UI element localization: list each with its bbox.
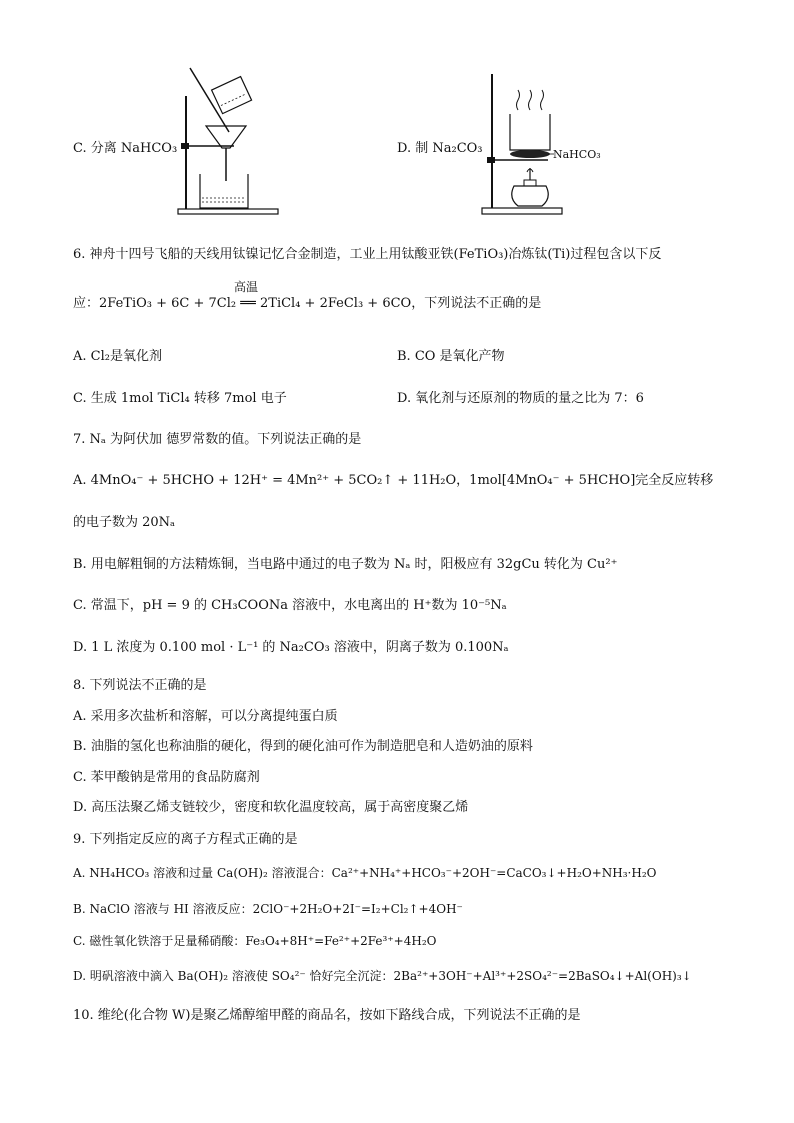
q7-option-a-line1: A. 4MnO₄⁻ + 5HCHO + 12H⁺ = 4Mn²⁺ + 5CO₂↑ + 11H₂O，1mol[4MnO₄⁻ + 5HCHO]完全反应转移 xyxy=(73,473,714,488)
q6-option-c: C. 生成 1mol TiCl₄ 转移 7mol 电子 xyxy=(73,391,287,406)
q9-stem: 9. 下列指定反应的离子方程式正确的是 xyxy=(73,832,298,847)
heating-apparatus-illustration xyxy=(478,72,628,218)
filtration-apparatus-illustration xyxy=(172,66,282,218)
q9-option-d: D. 明矾溶液中滴入 Ba(OH)₂ 溶液使 SO₄²⁻ 恰好完全沉淀：2Ba²⁺+3OH⁻+Al³⁺+2SO₄²⁻=2BaSO₄↓+Al(OH)₃↓ xyxy=(73,969,692,983)
q8-option-b: B. 油脂的氢化也称油脂的硬化，得到的硬化油可作为制造肥皂和人造奶油的原料 xyxy=(73,739,533,754)
q6-option-d: D. 氧化剂与还原剂的物质的量之比为 7：6 xyxy=(397,391,644,406)
q9-option-c: C. 磁性氧化铁溶于足量稀硝酸：Fe₃O₄+8H⁺=Fe²⁺+2Fe³⁺+4H₂O xyxy=(73,934,437,948)
q7-option-d: D. 1 L 浓度为 0.100 mol · L⁻¹ 的 Na₂CO₃ 溶液中，阴离子数为 0.100Nₐ xyxy=(73,640,509,655)
q7-option-c: C. 常温下，pH = 9 的 CH₃COONa 溶液中，水电离出的 H⁺数为 10⁻⁵Nₐ xyxy=(73,598,507,613)
q6-stem-line2: 应：2FeTiO₃ + 6C + 7Cl₂ ══ 2TiCl₄ + 2FeCl₃ + 6CO，下列说法不正确的是 xyxy=(73,296,542,311)
q8-stem: 8. 下列说法不正确的是 xyxy=(73,678,207,693)
q7-option-b: B. 用电解粗铜的方法精炼铜，当电路中通过的电子数为 Nₐ 时，阳极应有 32gCu 转化为 Cu²⁺ xyxy=(73,557,618,572)
q7-option-a-line2: 的电子数为 20Nₐ xyxy=(73,515,176,530)
q5-option-c: C. 分离 NaHCO₃ xyxy=(73,141,178,156)
q5-option-d: D. 制 Na₂CO₃ xyxy=(397,141,483,156)
q6-stem-line1: 6. 神舟十四号飞船的天线用钛镍记忆合金制造，工业上用钛酸亚铁(FeTiO₃)冶炼钛(Ti)过程包含以下反 xyxy=(73,247,662,262)
q6-option-b: B. CO 是氧化产物 xyxy=(397,349,505,364)
q10-stem: 10. 维纶(化合物 W)是聚乙烯醇缩甲醛的商品名，按如下路线合成，下列说法不正确的是 xyxy=(73,1008,581,1023)
q6-reaction-condition: 高温 xyxy=(234,280,259,294)
q8-option-c: C. 苯甲酸钠是常用的食品防腐剂 xyxy=(73,770,260,785)
q7-stem: 7. Nₐ 为阿伏加 德罗常数的值。下列说法正确的是 xyxy=(73,432,362,447)
q8-option-a: A. 采用多次盐析和溶解，可以分离提纯蛋白质 xyxy=(73,709,338,724)
q9-option-b: B. NaClO 溶液与 HI 溶液反应：2ClO⁻+2H₂O+2I⁻=I₂+Cl₂↑+4OH⁻ xyxy=(73,902,463,916)
q9-option-a: A. NH₄HCO₃ 溶液和过量 Ca(OH)₂ 溶液混合：Ca²⁺+NH₄⁺+HCO₃⁻+2OH⁻=CaCO₃↓+H₂O+NH₃·H₂O xyxy=(73,866,657,880)
q6-option-a: A. Cl₂是氧化剂 xyxy=(73,349,162,364)
q8-option-d: D. 高压法聚乙烯支链较少，密度和软化温度较高，属于高密度聚乙烯 xyxy=(73,800,469,815)
nahco3-label: NaHCO₃ xyxy=(553,148,601,161)
